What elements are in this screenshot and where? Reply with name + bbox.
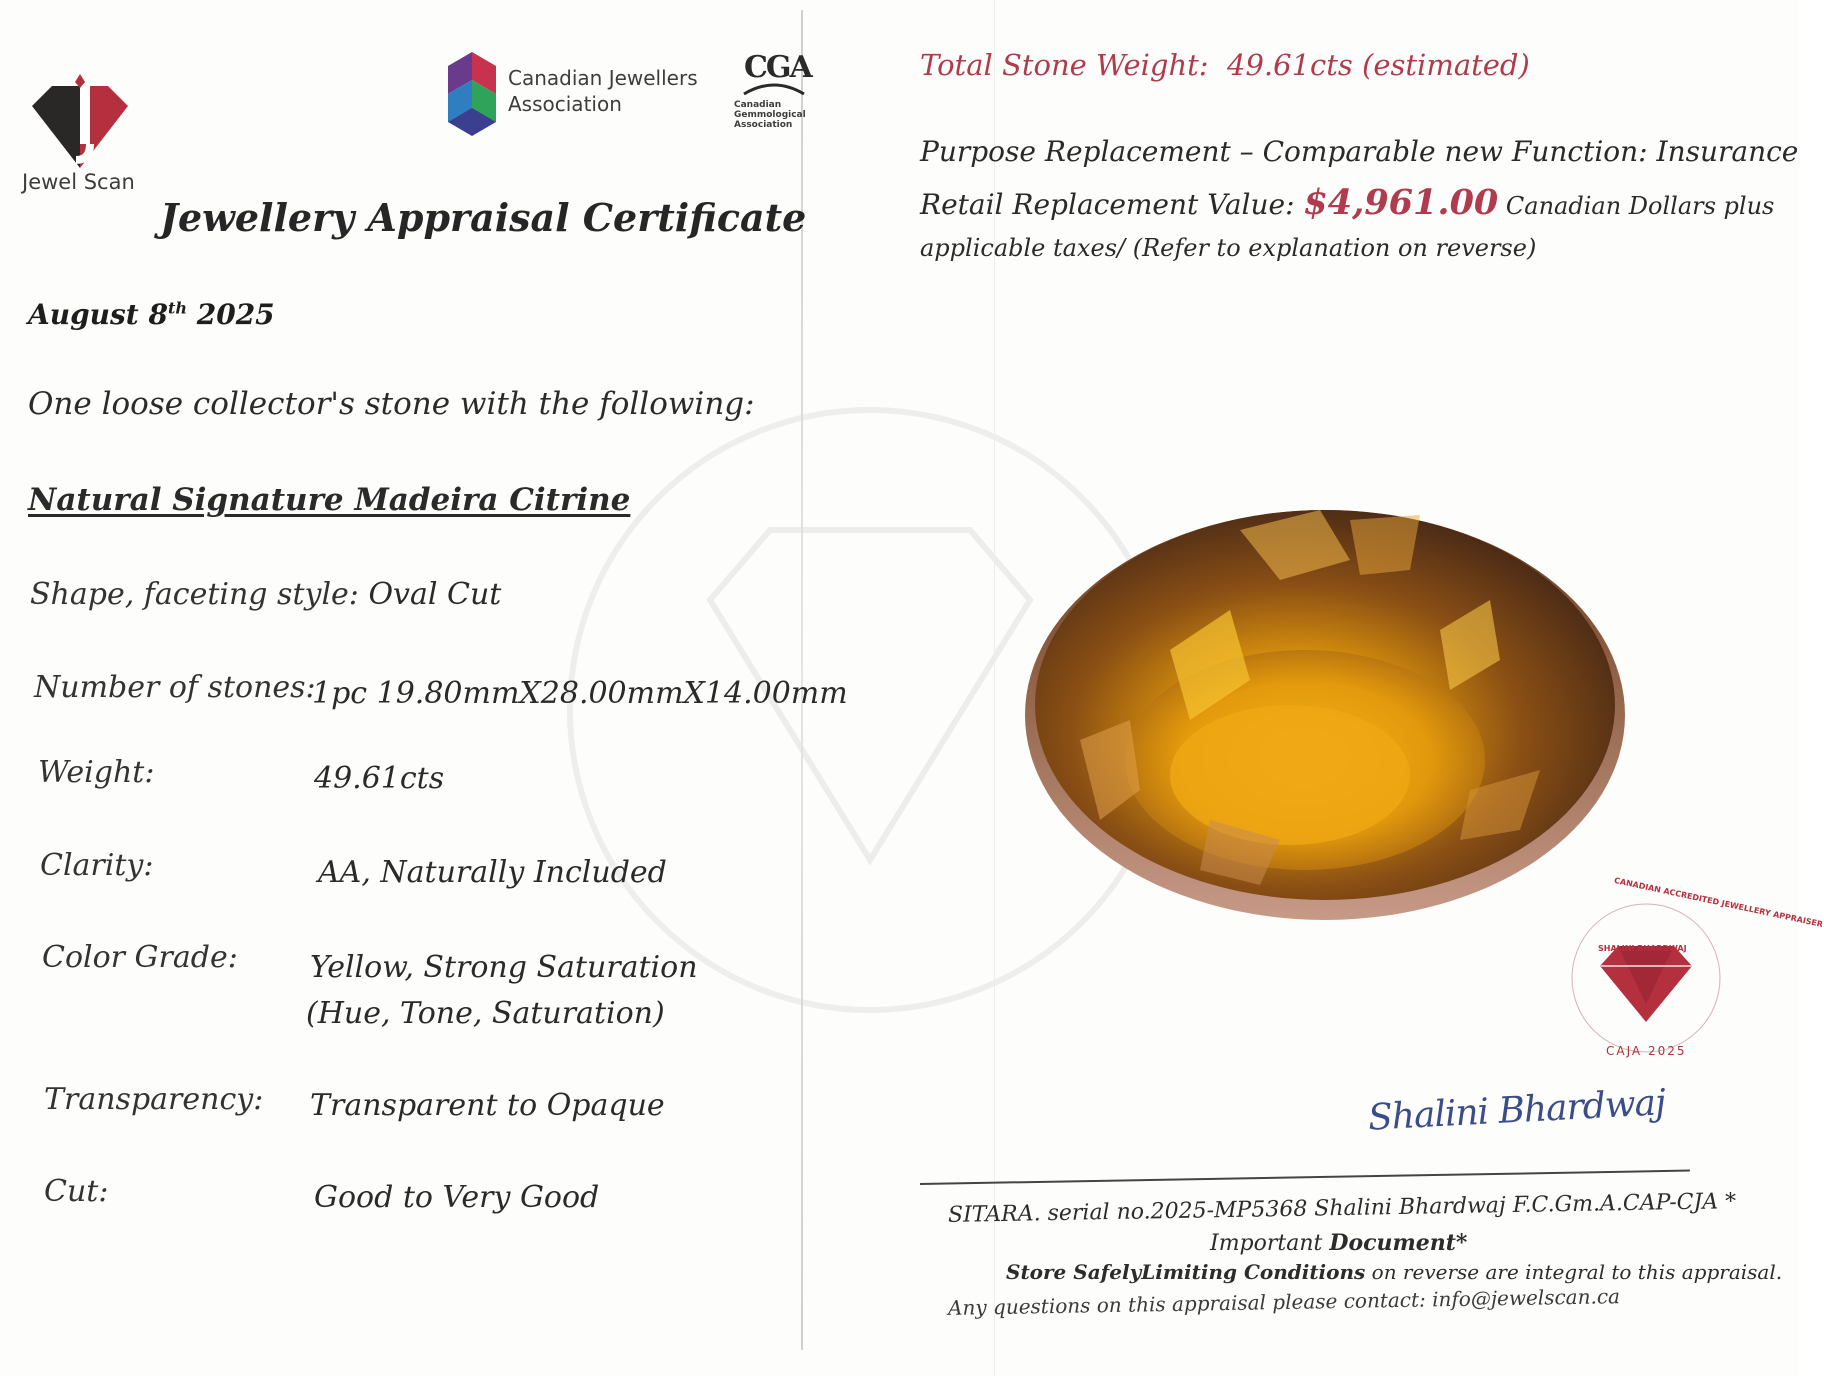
cga-emblem-icon <box>742 80 806 96</box>
footer-conditions-a: Store SafelyLimiting Conditions <box>1006 1260 1366 1284</box>
spec-value-color: Yellow, Strong Saturation <box>310 950 698 985</box>
retail-amount: $4,961.00 <box>1303 182 1499 223</box>
seal-ring-text: CANADIAN ACCREDITED JEWELLERY APPRAISER <box>1613 875 1824 930</box>
cga-name-line1: Canadian <box>734 100 782 110</box>
spec-label-clarity: Clarity: <box>40 848 154 883</box>
purpose-line: Purpose Replacement – Comparable new Function: Insurance <box>920 135 1799 168</box>
spec-value-clarity: AA, Naturally Included <box>318 855 667 890</box>
retail-value-line <box>920 182 1774 223</box>
cga-logo-mark: CGA <box>744 50 811 85</box>
footer-contact: Any questions on this appraisal please contact: info@jewelscan.ca <box>947 1284 1621 1320</box>
signature-line <box>920 1170 1690 1185</box>
spec-label-stones: Number of stones: <box>34 670 316 705</box>
total-weight-label: Total Stone Weight: <box>920 48 1209 82</box>
retail-label: Retail Replacement Value: <box>920 188 1304 221</box>
spec-label-cut: Cut: <box>44 1174 109 1209</box>
citrine-stone-image <box>1020 490 1630 930</box>
stone-name: Natural Signature Madeira Citrine <box>28 482 631 518</box>
spec-value-weight: 49.61cts <box>314 761 445 796</box>
footer-important-b: Document* <box>1329 1230 1468 1256</box>
spec-value-transparency: Transparent to Opaque <box>310 1088 665 1123</box>
date-day: August 8 <box>28 298 168 331</box>
total-stone-weight <box>920 48 1530 82</box>
jewel-scan-wordmark: Jewel Scan <box>22 170 135 194</box>
date-suffix: th <box>167 298 187 318</box>
shape-value: Oval Cut <box>368 577 502 612</box>
spec-label-weight: Weight: <box>38 755 155 790</box>
date-year: 2025 <box>186 298 275 331</box>
certificate-title: Jewellery Appraisal Certificate <box>160 195 807 240</box>
intro-text: One loose collector's stone with the following: <box>28 386 755 422</box>
footer-important <box>1210 1230 1467 1256</box>
appraiser-seal <box>1566 894 1726 1066</box>
cja-name-line1: Canadian Jewellers <box>508 66 698 90</box>
shape-row <box>30 577 501 612</box>
appraiser-signature: Shalini Bhardwaj <box>1367 1082 1667 1139</box>
cga-name <box>734 100 806 130</box>
footer-conditions <box>1006 1260 1782 1284</box>
jewel-scan-logo <box>28 72 132 172</box>
spec-value-stones: 1pc 19.80mmX28.00mmX14.00mm <box>312 676 848 711</box>
cja-name-line2: Association <box>508 92 622 116</box>
retail-currency: Canadian Dollars plus <box>1498 192 1775 220</box>
retail-value-line2: applicable taxes/ (Refer to explanation on reverse) <box>920 234 1537 262</box>
cga-name-line2: Gemmological <box>734 110 806 120</box>
seal-name: SHALINI BHARDWAJ <box>1598 944 1687 953</box>
footer-important-a: Important <box>1210 1231 1330 1256</box>
spec-label-color: Color Grade: <box>42 940 238 975</box>
total-weight-value: 49.61cts (estimated) <box>1227 48 1530 82</box>
cja-logo-icon <box>448 52 496 136</box>
cga-name-line3: Association <box>734 120 793 130</box>
footer-conditions-b: on reverse are integral to this appraisal. <box>1365 1260 1783 1284</box>
spec-value-color-detail: (Hue, Tone, Saturation) <box>306 996 665 1031</box>
shape-label: Shape, faceting style: <box>30 577 369 612</box>
seal-bottom-text: CAJA 2025 <box>1606 1044 1687 1058</box>
spec-label-transparency: Transparency: <box>44 1082 264 1117</box>
appraisal-date <box>28 298 275 331</box>
footer-serial: SITARA. serial no.2025-MP5368 Shalini Bhardwaj F.C.Gm.A.CAP-CJA * <box>947 1189 1737 1228</box>
spec-value-cut: Good to Very Good <box>314 1180 600 1215</box>
